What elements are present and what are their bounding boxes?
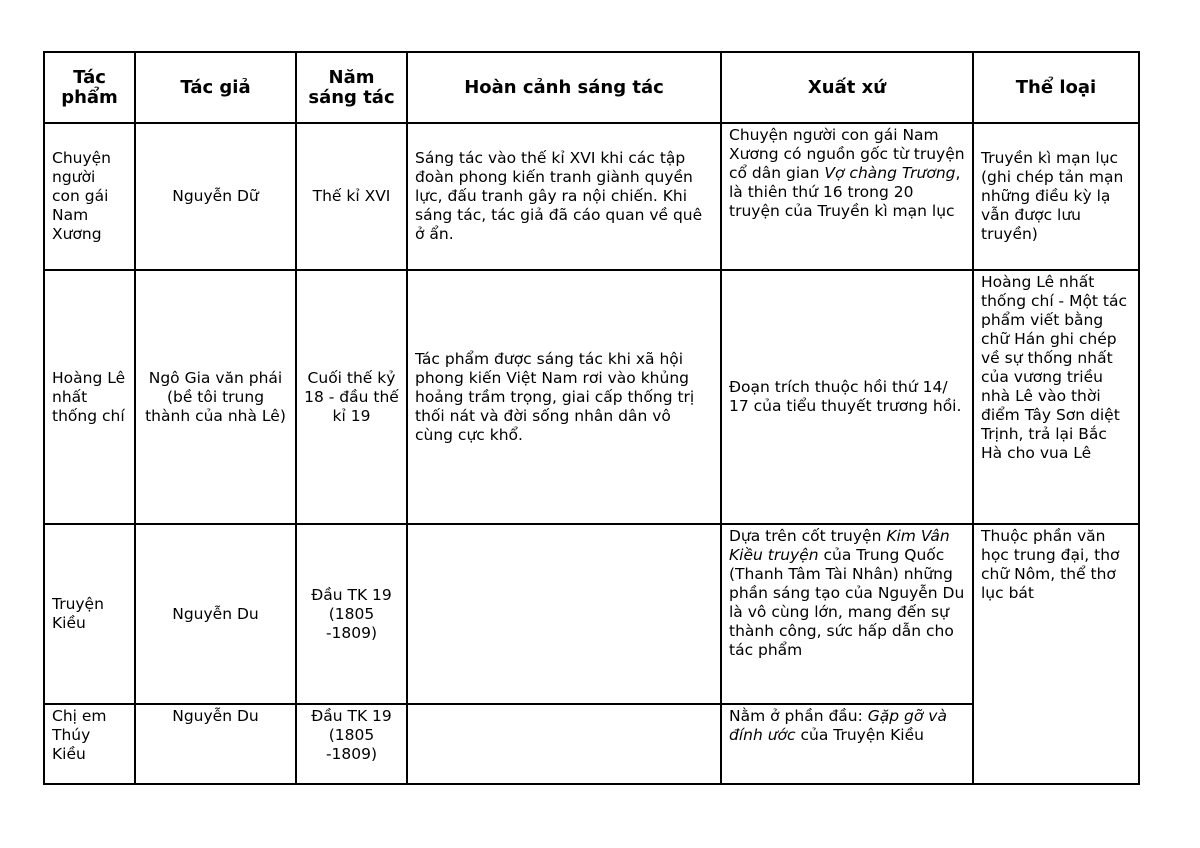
header-work: Tác phẩm bbox=[44, 52, 135, 123]
header-row bbox=[44, 52, 1139, 123]
header-year: Năm sáng tác bbox=[296, 52, 407, 123]
author-cell: Nguyễn Du bbox=[135, 704, 296, 784]
context-cell bbox=[407, 524, 721, 704]
header-genre: Thể loại bbox=[973, 52, 1139, 123]
table-row bbox=[44, 270, 1139, 524]
context-cell bbox=[407, 704, 721, 784]
origin-cell: Đoạn trích thuộc hồi thứ 14/ 17 của tiểu thuyết trương hồi. bbox=[721, 270, 973, 524]
context-cell: Tác phẩm được sáng tác khi xã hội phong kiến Việt Nam rơi vào khủng hoảng trầm trọng, giai cấp thống trị thối nát và đời sống nhân dân vô cùng cực khổ. bbox=[407, 270, 721, 524]
year-cell: Đầu TK 19 (1805 -1809) bbox=[296, 524, 407, 704]
year-cell: Thế kỉ XVI bbox=[296, 123, 407, 270]
work-cell: Chuyện người con gái Nam Xương bbox=[44, 123, 135, 270]
author-cell: Nguyễn Dữ bbox=[135, 123, 296, 270]
header-author: Tác giả bbox=[135, 52, 296, 123]
genre-cell: Hoàng Lê nhất thống chí - Một tác phẩm viết bằng chữ Hán ghi chép về sự thống nhất của vương triều nhà Lê vào thời điểm Tây Sơn diệt Trịnh, trả lại Bắc Hà cho vua Lê bbox=[973, 270, 1139, 524]
genre-cell: Truyền kì mạn lục (ghi chép tản mạn những điều kỳ lạ vẫn được lưu truyền) bbox=[973, 123, 1139, 270]
work-cell: Hoàng Lê nhất thống chí bbox=[44, 270, 135, 524]
work-cell: Chị em Thúy Kiều bbox=[44, 704, 135, 784]
origin-cell: Nằm ở phần đầu: Gặp gỡ và đính ước của Truyện Kiều bbox=[721, 704, 973, 784]
table-row bbox=[44, 123, 1139, 270]
literature-table bbox=[43, 51, 1140, 785]
year-cell: Cuối thế kỷ 18 - đầu thế kỉ 19 bbox=[296, 270, 407, 524]
work-cell: Truyện Kiều bbox=[44, 524, 135, 704]
author-cell: Ngô Gia văn phái (bề tôi trung thành của nhà Lê) bbox=[135, 270, 296, 524]
table-row bbox=[44, 524, 1139, 704]
header-origin: Xuất xứ bbox=[721, 52, 973, 123]
origin-cell: Dựa trên cốt truyện Kim Vân Kiều truyện của Trung Quốc (Thanh Tâm Tài Nhân) những phần sáng tạo của Nguyễn Du là vô cùng lớn, mang đến sự thành công, sức hấp dẫn cho tác phẩm bbox=[721, 524, 973, 704]
header-context: Hoàn cảnh sáng tác bbox=[407, 52, 721, 123]
genre-cell: Thuộc phần văn học trung đại, thơ chữ Nôm, thể thơ lục bát bbox=[973, 524, 1139, 784]
author-cell: Nguyễn Du bbox=[135, 524, 296, 704]
context-cell: Sáng tác vào thế kỉ XVI khi các tập đoàn phong kiến tranh giành quyền lực, đấu tranh gây ra nội chiến. Khi sáng tác, tác giả đã cáo quan về quê ở ẩn. bbox=[407, 123, 721, 270]
year-cell: Đầu TK 19 (1805 -1809) bbox=[296, 704, 407, 784]
origin-cell: Chuyện người con gái Nam Xương có nguồn gốc từ truyện cổ dân gian Vợ chàng Trương, là thiên thứ 16 trong 20 truyện của Truyền kì mạn lục bbox=[721, 123, 973, 270]
